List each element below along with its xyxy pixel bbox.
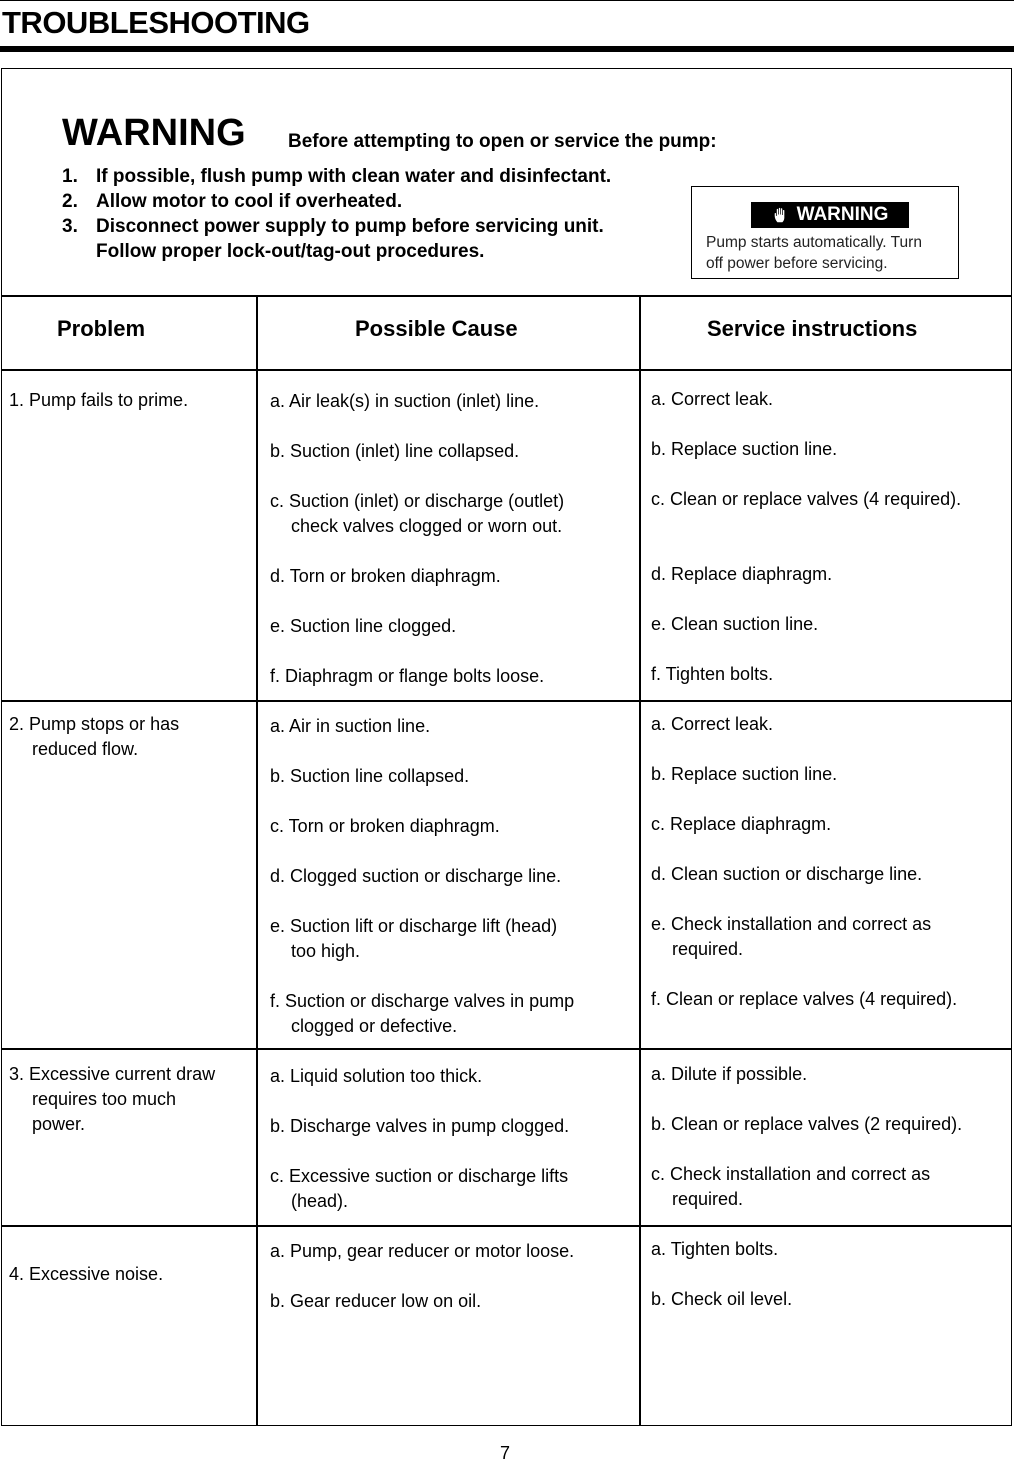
- list-item: d. Torn or broken diaphragm.: [270, 566, 501, 586]
- list-item: a. Liquid solution too thick.: [270, 1066, 483, 1086]
- warning-step: 3. Disconnect power supply to pump before servicing unit.: [62, 216, 604, 237]
- service-cell: [651, 1237, 792, 1312]
- list-item: a. Dilute if possible.: [651, 1064, 808, 1084]
- cause-cell: [270, 1064, 569, 1214]
- list-item: c. Suction (inlet) or discharge (outlet) check valves clogged or worn out.: [270, 491, 565, 536]
- warning-steps: [62, 164, 611, 264]
- header-possible-cause: Possible Cause: [355, 316, 518, 341]
- cause-cell: [270, 389, 564, 689]
- warning-badge: WARNING: [751, 202, 909, 228]
- row-divider: [1, 700, 1012, 702]
- list-item: d. Replace diaphragm.: [651, 564, 833, 584]
- header-problem: Problem: [57, 316, 146, 341]
- page-number: 7: [500, 1443, 511, 1463]
- row-divider: [1, 1225, 1012, 1227]
- row-divider: [1, 1048, 1012, 1050]
- list-item: a. Air leak(s) in suction (inlet) line.: [270, 391, 540, 411]
- column-divider: [256, 295, 258, 1426]
- header-service-instructions: Service instructions: [707, 316, 918, 341]
- table-top-line: [1, 295, 1012, 297]
- column-divider: [639, 295, 641, 1426]
- top-border-line: [0, 0, 1014, 1]
- warning-heading: WARNING: [62, 112, 246, 154]
- list-item: b. Replace suction line.: [651, 764, 838, 784]
- list-item: f. Diaphragm or flange bolts loose.: [270, 666, 545, 686]
- list-item: b. Discharge valves in pump clogged.: [270, 1116, 570, 1136]
- list-item: b. Clean or replace valves (2 required).: [651, 1114, 963, 1134]
- cause-cell: [270, 1239, 574, 1314]
- service-cell: [651, 1062, 962, 1212]
- list-item: d. Clogged suction or discharge line.: [270, 866, 562, 886]
- warning-step-continuation: Follow proper lock-out/tag-out procedures.: [96, 241, 485, 262]
- list-item: f. Tighten bolts.: [651, 664, 774, 684]
- warning-subheading: Before attempting to open or service the pump:: [288, 131, 717, 152]
- cause-cell: [270, 714, 574, 1039]
- page-title: TROUBLESHOOTING: [2, 5, 310, 40]
- list-item: e. Check installation and correct as required.: [651, 914, 932, 959]
- list-item: b. Replace suction line.: [651, 439, 838, 459]
- problem-cell: 2. Pump stops or has reduced flow.: [9, 714, 180, 759]
- list-item: a. Air in suction line.: [270, 716, 431, 736]
- list-item: f. Clean or replace valves (4 required).: [651, 989, 958, 1009]
- header-bottom-line: [1, 369, 1012, 371]
- list-item: e. Suction line clogged.: [270, 616, 457, 636]
- warning-label: [691, 186, 959, 279]
- list-item: a. Correct leak.: [651, 389, 774, 409]
- list-item: b. Suction line collapsed.: [270, 766, 470, 786]
- list-item: b. Check oil level.: [651, 1289, 793, 1309]
- problem-cell: 4. Excessive noise.: [9, 1264, 164, 1284]
- service-cell: [651, 712, 957, 1012]
- list-item: e. Suction lift or discharge lift (head) too high.: [270, 916, 558, 961]
- problem-cell: 1. Pump fails to prime.: [9, 390, 189, 410]
- list-item: c. Excessive suction or discharge lifts (head).: [270, 1166, 569, 1211]
- list-item: b. Suction (inlet) line collapsed.: [270, 441, 520, 461]
- list-item: e. Clean suction line.: [651, 614, 819, 634]
- hand-stop-icon: [772, 206, 790, 224]
- list-item: c. Replace diaphragm.: [651, 814, 832, 834]
- list-item: a. Tighten bolts.: [651, 1239, 779, 1259]
- list-item: a. Pump, gear reducer or motor loose.: [270, 1241, 575, 1261]
- warning-step: 2. Allow motor to cool if overheated.: [62, 191, 403, 212]
- list-item: c. Check installation and correct as required.: [651, 1164, 931, 1209]
- problem-cell: 3. Excessive current draw requires too much power.: [9, 1064, 216, 1134]
- title-rule: [0, 46, 1014, 52]
- warning-step: 1. If possible, flush pump with clean water and disinfectant.: [62, 166, 612, 187]
- list-item: c. Clean or replace valves (4 required).: [651, 489, 962, 509]
- list-item: f. Suction or discharge valves in pump clogged or defective.: [270, 991, 575, 1036]
- list-item: d. Clean suction or discharge line.: [651, 864, 923, 884]
- list-item: b. Gear reducer low on oil.: [270, 1291, 482, 1311]
- list-item: a. Correct leak.: [651, 714, 774, 734]
- service-cell: [651, 387, 961, 687]
- warning-label-text: Pump starts automatically. Turn off power before servicing.: [706, 234, 922, 272]
- list-item: c. Torn or broken diaphragm.: [270, 816, 500, 836]
